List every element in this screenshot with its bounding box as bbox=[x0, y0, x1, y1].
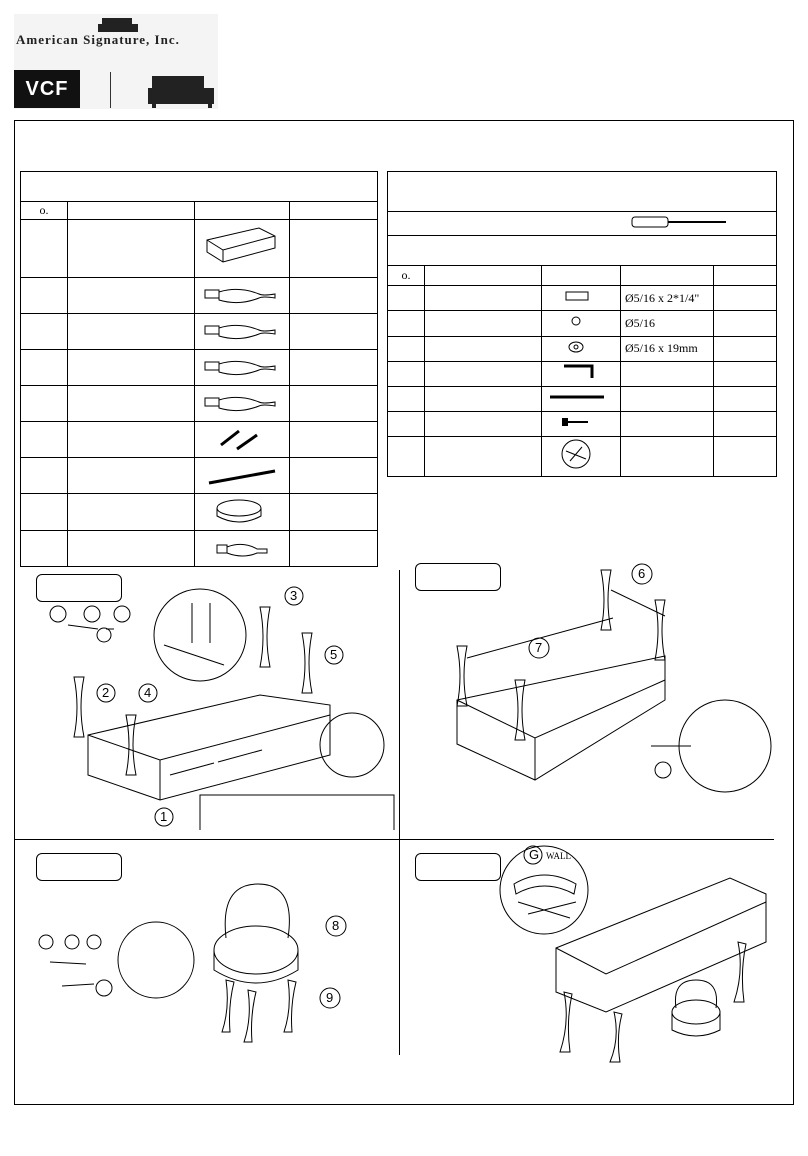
lock-washer-icon bbox=[542, 311, 621, 336]
parts-col-no: o. bbox=[21, 202, 68, 220]
brand-name: American Signature, Inc. bbox=[16, 32, 180, 47]
parts-table-title bbox=[21, 172, 378, 202]
hardware-title bbox=[388, 172, 777, 212]
screw-icon bbox=[542, 411, 621, 436]
hardware-spec bbox=[621, 411, 714, 436]
leg-part-image bbox=[195, 386, 290, 422]
rail-part-image bbox=[195, 422, 290, 458]
step-3-illustration bbox=[36, 880, 396, 1055]
wall-label: WALL bbox=[546, 851, 571, 861]
horizontal-divider bbox=[14, 839, 774, 840]
stretcher-part-image bbox=[195, 458, 290, 494]
logo-divider bbox=[110, 72, 111, 108]
step-4-label bbox=[415, 853, 501, 881]
screwdriver-icon bbox=[628, 214, 728, 230]
hardware-spec: Ø5/16 x 19mm bbox=[621, 336, 714, 361]
stool-seat-image bbox=[195, 494, 290, 531]
vcf-logo: VCF bbox=[14, 70, 80, 108]
callout-5: 5 bbox=[330, 647, 338, 662]
sofa-logo-icon bbox=[98, 14, 142, 32]
callout-7: 7 bbox=[535, 640, 543, 655]
leg-part-image bbox=[195, 350, 290, 386]
stool-leg-image bbox=[195, 531, 290, 567]
step-3-label bbox=[36, 853, 122, 881]
callout-8: 8 bbox=[332, 918, 340, 933]
sofa-logo-icon bbox=[146, 68, 218, 108]
hardware-spec: Ø5/16 x 2*1/4" bbox=[621, 286, 714, 311]
hardware-table bbox=[387, 171, 777, 477]
callout-4: 4 bbox=[144, 685, 152, 700]
leg-part-image bbox=[195, 278, 290, 314]
step-2-illustration bbox=[415, 560, 775, 810]
wall-anchor-letter: G bbox=[529, 847, 540, 862]
callout-1: 1 bbox=[160, 809, 168, 824]
hardware-spec bbox=[621, 436, 714, 476]
callout-9: 9 bbox=[326, 990, 334, 1005]
leg-part-image bbox=[195, 314, 290, 350]
rod-icon bbox=[542, 386, 621, 411]
bolt-icon bbox=[542, 286, 621, 311]
callout-2: 2 bbox=[102, 685, 110, 700]
hardware-spec: Ø5/16 bbox=[621, 311, 714, 336]
step-1-illustration bbox=[40, 585, 400, 830]
wall-anchor-icon bbox=[542, 436, 621, 476]
part-image bbox=[195, 220, 290, 278]
callout-3: 3 bbox=[290, 588, 298, 603]
parts-table bbox=[20, 171, 378, 567]
allen-key-icon bbox=[542, 361, 621, 386]
flat-washer-icon bbox=[542, 336, 621, 361]
hardware-spec bbox=[621, 361, 714, 386]
hardware-spec bbox=[621, 386, 714, 411]
hardware-col-no: o. bbox=[388, 266, 425, 286]
step-4-illustration bbox=[496, 842, 776, 1082]
callout-6: 6 bbox=[638, 566, 646, 581]
tool-row bbox=[388, 212, 777, 236]
